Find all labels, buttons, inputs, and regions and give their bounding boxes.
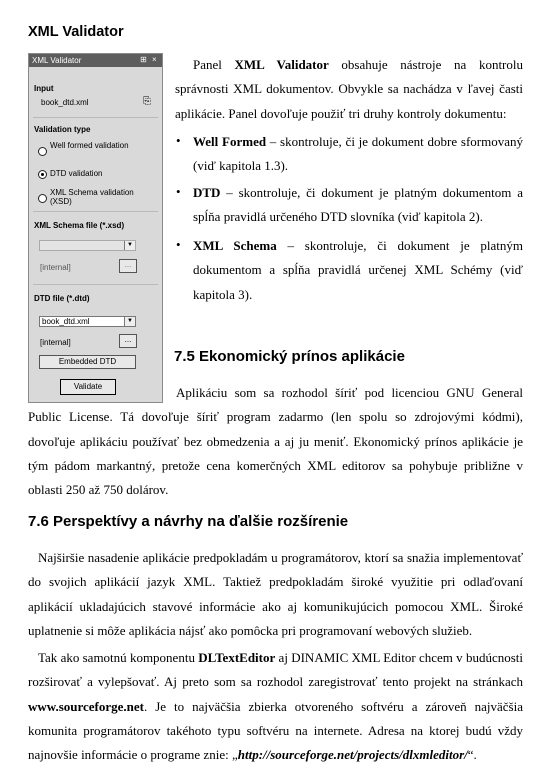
- radio-xml-schema: [38, 194, 47, 203]
- intro-paragraph: [175, 53, 523, 126]
- radio-dtd: [38, 170, 47, 179]
- bullet-dot: •: [176, 237, 181, 252]
- bullet-term: Well Formed: [193, 134, 267, 149]
- bullet-dot: •: [176, 133, 181, 148]
- p2-project-url: http://sourceforge.net/projects/dlxmleditor/: [237, 747, 468, 763]
- dtd-internal: [internal]: [40, 338, 71, 347]
- xsd-browse-button: ...: [119, 259, 137, 273]
- divider: [33, 117, 158, 118]
- section-7-5-body: Aplikáciu som sa rozhodol šíriť pod licenciou GNU General Public License. Tá dovoľuje šíriť program zadarmo (len spolu so zdrojovými kódmi), dovoľuje aplikáciu používať bez obmedzenia a aj ju meniť. Ekonomický prínos aplikácie je tým pádom markantný, pretože cena komerčných XML editorov sa pohybuje približne v oblasti 250 až 750 dolárov.: [28, 385, 523, 498]
- divider: [33, 284, 158, 285]
- p2-website: www.sourceforge.net: [28, 698, 145, 714]
- validation-type-label: Validation type: [34, 125, 91, 134]
- p2-text: Tak ako samotnú komponentu: [38, 650, 199, 665]
- section-title: XML Validator: [28, 24, 124, 40]
- validate-button: Validate: [60, 379, 116, 395]
- input-label: Input: [34, 84, 54, 93]
- divider: [33, 211, 158, 212]
- option-xml-schema: XML Schema validation (XSD): [50, 188, 134, 206]
- radio-well-formed: [38, 147, 47, 156]
- bullet-term: DTD: [193, 185, 221, 200]
- panel-titlebar: [29, 54, 162, 67]
- document-refresh-icon: ⎘: [143, 96, 151, 107]
- section-7-5-title: 7.5 Ekonomický prínos aplikácie: [174, 348, 405, 365]
- xsd-combo: [39, 240, 136, 251]
- p2-text: . Je to najväčšia zbierka otvoreného softvéru a zároveň najväčšia komunita programátorov takéhoto typu softvéru na internete. Adresa na ktorej budú vždy najnovšie informácie o programe znie: „: [28, 698, 523, 763]
- dtd-browse-button: ...: [119, 334, 137, 348]
- p2-text: aj DINAMIC XML Editor chcem v budúcnosti rozširovať a vylepšovať. Aj preto som sa rozhodol zaregistrovať tento projekt na stránkach: [28, 650, 523, 690]
- p2-text: “.: [467, 747, 477, 763]
- input-file: book_dtd.xml: [41, 98, 89, 107]
- p2-component-name: DLTextEditor: [198, 650, 276, 665]
- section-7-6-paragraph-1: Najširšie nasadenie aplikácie predpokladám u programátorov, ktorí sa snažia implementovať do svojich aplikácií jazyk XML. Taktiež predpokladám široké využitie pri odlaďovaní aplikácií ukladajúcich stavové informácie ako aj komunikujúcich pomocou XML. Široké uplatnenie si môže aplikácia nájsť ako pomôcka pri programovaní webových služieb.: [28, 550, 523, 638]
- intro-bold: XML Validator: [234, 57, 329, 72]
- option-well-formed: Well formed validation: [50, 141, 129, 150]
- bullet-term: XML Schema: [193, 238, 277, 253]
- bullet-text: – skontroluje, či dokument je platným dokumentom a spĺňa pravidlá určeného DTD slovníka (viď kapitola 2).: [193, 185, 523, 225]
- chevron-down-icon: ▼: [124, 241, 135, 250]
- chevron-down-icon: ▼: [124, 317, 135, 326]
- embedded-dtd-button: Embedded DTD: [39, 355, 136, 369]
- xml-validator-panel-screenshot: [28, 53, 163, 403]
- dtd-combo-value: book_dtd.xml: [42, 317, 90, 326]
- bullet-dot: •: [176, 184, 181, 199]
- dtd-label: DTD file (*.dtd): [34, 294, 90, 303]
- bullet-xml-schema: [193, 234, 523, 307]
- section-7-6-paragraph-2: [28, 646, 523, 767]
- xsd-label: XML Schema file (*.xsd): [34, 221, 125, 230]
- bullet-dtd: [193, 181, 523, 230]
- xsd-internal: [internal]: [40, 263, 71, 272]
- bullet-text: – skontroluje, či je dokument dobre sformovaný (viď kapitola 1.3).: [193, 134, 523, 174]
- close-icon: ×: [152, 55, 157, 64]
- intro-pre: Panel: [193, 57, 235, 72]
- dtd-combo: [39, 316, 136, 327]
- section-7-6-title: 7.6 Perspektívy a návrhy na ďalšie rozšírenie: [28, 513, 349, 530]
- intro-post: obsahuje nástroje na kontrolu správnosti XML dokumentov. Obvykle sa nachádza v ľavej časti aplikácie. Panel dovoľuje použiť tri druhy kontroly dokumentu:: [175, 57, 523, 121]
- bullet-text: – skontroluje, či dokument je platným dokumentom a spĺňa pravidlá určenej XML Schémy (viď kapitola 3).: [193, 238, 523, 302]
- bullet-well-formed: [193, 130, 523, 179]
- panel-title: XML Validator: [32, 56, 82, 65]
- option-dtd: DTD validation: [50, 169, 103, 178]
- pin-icon: ⊞: [140, 55, 147, 64]
